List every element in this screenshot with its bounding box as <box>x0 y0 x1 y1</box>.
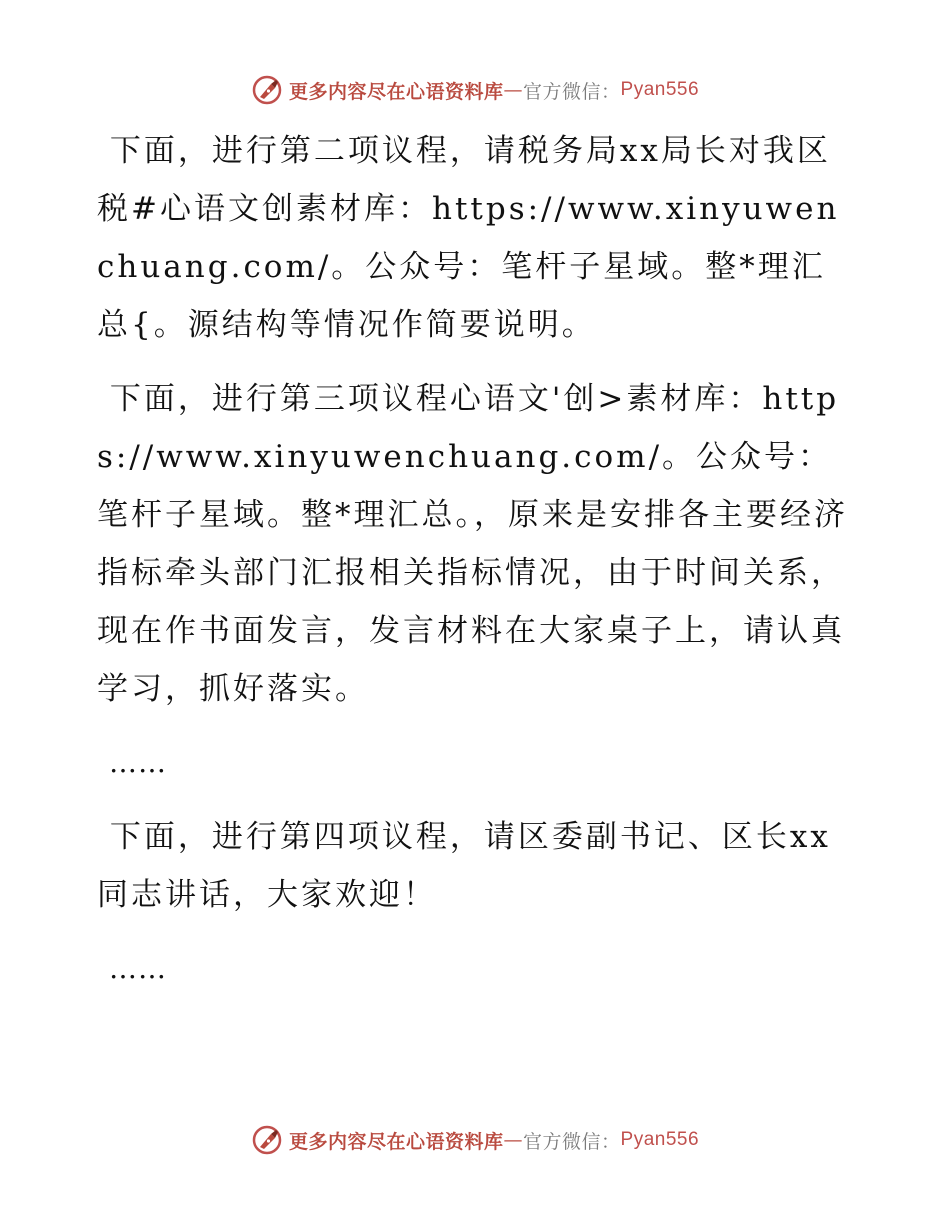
footer-account-id: Pyan556 <box>620 1129 700 1150</box>
footer-banner <box>0 1120 950 1160</box>
header-account-id: Pyan556 <box>620 79 700 100</box>
paragraph-agenda-item-2: 下面，进行第二项议程，请税务局xx局长对我区税#心语文创素材库：https://www.xinyuwenchuang.com/。公众号：笔杆子星域。整*理汇总{。源结构等情况作简要说明。 <box>97 133 840 343</box>
header-separator: ： <box>601 80 621 103</box>
ellipsis-2: …… <box>109 952 167 985</box>
pen-nib-logo-icon <box>251 74 283 106</box>
header-main-text: 更多内容尽在心语资料库 <box>288 80 504 103</box>
footer-main-text: 更多内容尽在心语资料库 <box>288 1130 504 1153</box>
header-banner-text <box>289 77 699 104</box>
paragraph-agenda-item-4: 下面，进行第四项议程，请区委副书记、区长xx同志讲话，大家欢迎！ <box>97 819 831 913</box>
paragraph-agenda-item-3: 下面，进行第三项议程心语文'创>素材库：https://www.xinyuwenchuang.com/。公众号：笔杆子星域。整*理汇总。，原来是安排各主要经济指标牵头部门汇报相关指标情况，由于时间关系，现在作书面发言，发言材料在大家桌子上，请认真学习，抓好落实。 <box>97 381 848 707</box>
footer-separator: ： <box>601 1130 621 1153</box>
pen-nib-logo-icon <box>251 1124 283 1156</box>
footer-banner-text <box>289 1127 699 1154</box>
header-dash: — <box>503 79 523 101</box>
header-official-text: 官方微信 <box>522 80 601 103</box>
footer-official-text: 官方微信 <box>522 1130 601 1153</box>
ellipsis-1: …… <box>109 746 167 779</box>
header-banner <box>0 70 950 110</box>
footer-dash: — <box>503 1129 523 1151</box>
document-body <box>97 122 857 1014</box>
